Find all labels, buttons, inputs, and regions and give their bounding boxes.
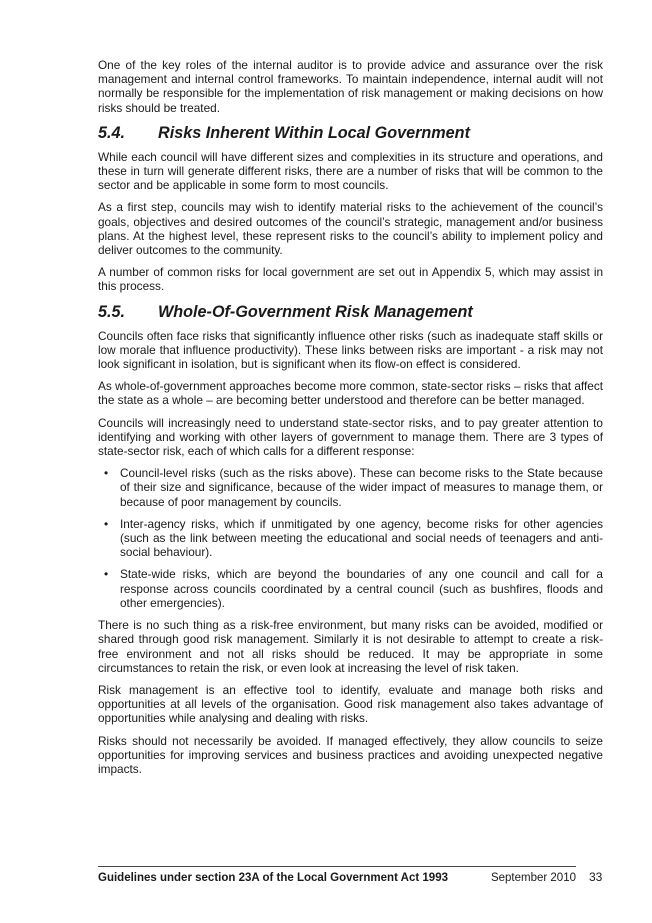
paragraph: A number of common risks for local government are set out in Appendix 5, which may assist in this process. xyxy=(98,265,603,294)
bullet-icon: • xyxy=(104,567,109,582)
bullet-list xyxy=(98,466,603,610)
paragraph: Councils often face risks that significantly influence other risks (such as inadequate staff skills or low morale that influence productivity). These links between risks are important - a risk may not look significant in isolation, but is significant when its flow-on effect is considered. xyxy=(98,328,603,372)
list-item xyxy=(98,567,603,610)
footer-divider xyxy=(98,866,576,867)
section-number: 5.5. xyxy=(98,302,126,321)
list-item-text: Inter-agency risks, which if unmitigated by one agency, become risks for other agencies (such as the link between meeting the educational and social needs of teenagers and anti-social behaviour). xyxy=(120,516,603,560)
section-heading-5-5 xyxy=(98,302,603,322)
bullet-icon: • xyxy=(104,466,109,481)
list-item-text: Council-level risks (such as the risks above). These can become risks to the State because of their size and significance, because of the wider impact of measures to manage them, or because of poor management by councils. xyxy=(120,466,603,509)
paragraph: As whole-of-government approaches become more common, state-sector risks – risks that affect the state as a whole – are becoming better understood and therefore can be better managed. xyxy=(98,379,603,408)
paragraph: There is no such thing as a risk-free environment, but many risks can be avoided, modified or shared through good risk management. Similarly it is not desirable to attempt to create a risk-free environment and not all risks should be reduced. It may be appropriate in some circumstances to retain the risk, or even look at increasing the level of risk taken. xyxy=(98,618,603,675)
section-title: Risks Inherent Within Local Government xyxy=(158,123,470,142)
paragraph: As a first step, councils may wish to identify material risks to the achievement of the council’s goals, objectives and desired outcomes of the council’s strategic, management and/or business plans. At the highest level, these represent risks to the council’s ability to implement policy and deliver outcomes to the community. xyxy=(98,200,603,258)
list-item xyxy=(98,466,603,509)
intro-paragraph: One of the key roles of the internal auditor is to provide advice and assurance over the risk management and internal control frameworks. To maintain independence, internal audit will not normally be responsible for the implementation of risk management or making decisions on how risks should be treated. xyxy=(98,58,603,115)
section-heading-5-4 xyxy=(98,123,603,143)
paragraph: Risk management is an effective tool to identify, evaluate and manage both risks and opportunities at all levels of the organisation. Good risk management also takes advantage of opportunities while analysing and dealing with risks. xyxy=(98,682,603,726)
paragraph: Risks should not necessarily be avoided. If managed effectively, they allow councils to seize opportunities for improving services and business practices and avoiding unexpected negative impacts. xyxy=(98,733,603,776)
document-body xyxy=(98,58,603,784)
section-title: Whole-Of-Government Risk Management xyxy=(158,302,473,321)
list-item xyxy=(98,517,603,560)
footer-document-title: Guidelines under section 23A of the Local Government Act 1993 xyxy=(98,872,448,884)
footer-date: September 2010 xyxy=(490,872,576,884)
footer xyxy=(98,872,576,884)
paragraph: While each council will have different sizes and complexities in its structure and operations, and these in turn will generate different risks, there are a number of risks that will be common to the sector and be applicable in some form to most councils. xyxy=(98,149,603,193)
list-item-text: State-wide risks, which are beyond the boundaries of any one council and call for a response across councils coordinated by a central council (such as bushfires, floods and other emergencies). xyxy=(120,567,603,610)
section-number: 5.4. xyxy=(98,123,126,142)
bullet-icon: • xyxy=(104,516,109,531)
page-number: 33 xyxy=(589,870,603,884)
paragraph: Councils will increasingly need to understand state-sector risks, and to pay greater attention to identifying and working with other layers of government to manage them. There are 3 types of state-sector risk, each of which calls for a different response: xyxy=(98,415,603,459)
